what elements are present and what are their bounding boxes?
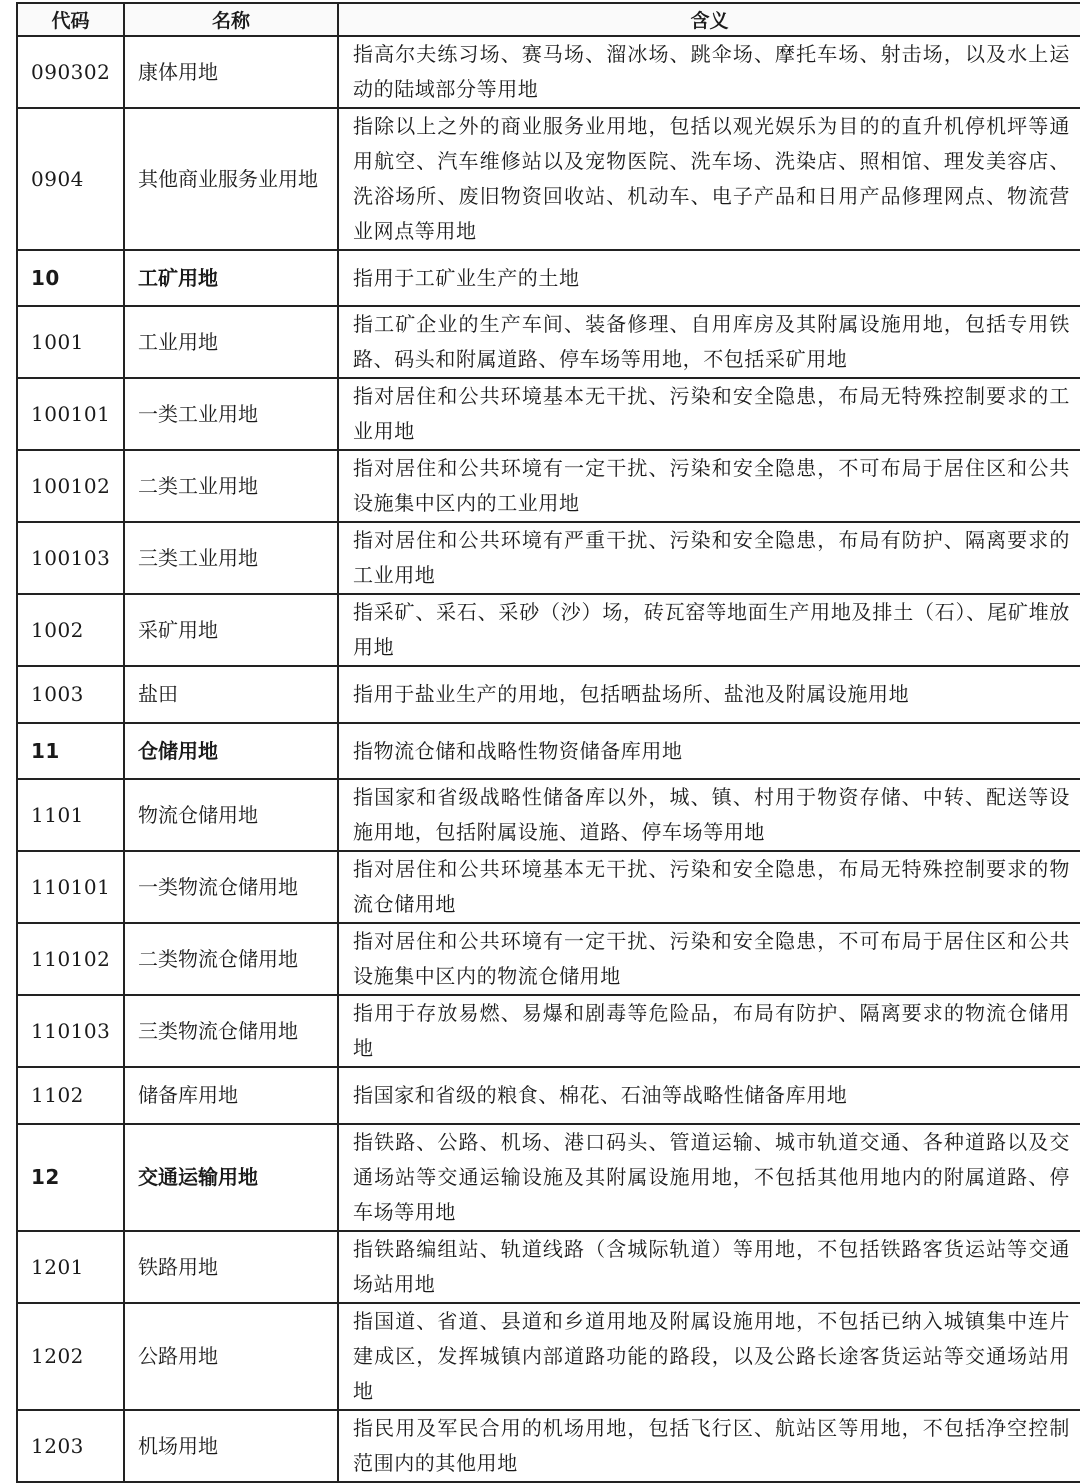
row-name: 其他商业服务业用地 bbox=[124, 108, 338, 250]
row-name: 公路用地 bbox=[124, 1303, 338, 1410]
row-name: 二类工业用地 bbox=[124, 450, 338, 522]
row-code: 10 bbox=[17, 250, 124, 306]
table-row-category bbox=[17, 723, 1080, 779]
land-use-classification-table bbox=[16, 2, 1080, 1483]
table-row-category bbox=[17, 250, 1080, 306]
row-code: 090302 bbox=[17, 36, 124, 108]
row-meaning: 指国家和省级的粮食、棉花、石油等战略性储备库用地 bbox=[338, 1067, 1080, 1124]
row-meaning: 指铁路编组站、轨道线路（含城际轨道）等用地，不包括铁路客货运站等交通场站用地 bbox=[338, 1231, 1080, 1303]
row-meaning: 指采矿、采石、采砂（沙）场，砖瓦窑等地面生产用地及排土（石）、尾矿堆放用地 bbox=[338, 594, 1080, 666]
row-meaning: 指对居住和公共环境有严重干扰、污染和安全隐患，布局有防护、隔离要求的工业用地 bbox=[338, 522, 1080, 594]
table-row bbox=[17, 1410, 1080, 1482]
table-row bbox=[17, 450, 1080, 522]
table-row bbox=[17, 594, 1080, 666]
row-name: 物流仓储用地 bbox=[124, 779, 338, 851]
table-row bbox=[17, 923, 1080, 995]
row-meaning: 指民用及军民合用的机场用地，包括飞行区、航站区等用地，不包括净空控制范围内的其他用地 bbox=[338, 1410, 1080, 1482]
table-row bbox=[17, 1231, 1080, 1303]
row-meaning: 指高尔夫练习场、赛马场、溜冰场、跳伞场、摩托车场、射击场，以及水上运动的陆域部分等用地 bbox=[338, 36, 1080, 108]
row-meaning: 指除以上之外的商业服务业用地，包括以观光娱乐为目的的直升机停机坪等通用航空、汽车维修站以及宠物医院、洗车场、洗染店、照相馆、理发美容店、洗浴场所、废旧物资回收站、机动车、电子产品和日用产品修理网点、物流营业网点等用地 bbox=[338, 108, 1080, 250]
row-name: 康体用地 bbox=[124, 36, 338, 108]
row-code: 1002 bbox=[17, 594, 124, 666]
row-meaning: 指对居住和公共环境有一定干扰、污染和安全隐患，不可布局于居住区和公共设施集中区内的工业用地 bbox=[338, 450, 1080, 522]
table-row bbox=[17, 1303, 1080, 1410]
table-row bbox=[17, 306, 1080, 378]
row-code: 1003 bbox=[17, 666, 124, 723]
row-code: 100103 bbox=[17, 522, 124, 594]
row-meaning: 指对居住和公共环境基本无干扰、污染和安全隐患，布局无特殊控制要求的工业用地 bbox=[338, 378, 1080, 450]
row-meaning: 指对居住和公共环境有一定干扰、污染和安全隐患，不可布局于居住区和公共设施集中区内的物流仓储用地 bbox=[338, 923, 1080, 995]
table-row bbox=[17, 108, 1080, 250]
row-meaning: 指用于工矿业生产的土地 bbox=[338, 250, 1080, 306]
row-name: 机场用地 bbox=[124, 1410, 338, 1482]
header-code: 代码 bbox=[17, 3, 124, 36]
row-meaning: 指对居住和公共环境基本无干扰、污染和安全隐患，布局无特殊控制要求的物流仓储用地 bbox=[338, 851, 1080, 923]
table-header-row bbox=[17, 3, 1080, 36]
row-code: 11 bbox=[17, 723, 124, 779]
table-row-category bbox=[17, 1124, 1080, 1231]
row-name: 工矿用地 bbox=[124, 250, 338, 306]
row-name: 储备库用地 bbox=[124, 1067, 338, 1124]
table-row bbox=[17, 36, 1080, 108]
row-meaning: 指国家和省级战略性储备库以外，城、镇、村用于物资存储、中转、配送等设施用地，包括附属设施、道路、停车场等用地 bbox=[338, 779, 1080, 851]
row-name: 一类工业用地 bbox=[124, 378, 338, 450]
row-code: 1201 bbox=[17, 1231, 124, 1303]
table-row bbox=[17, 995, 1080, 1067]
row-name: 仓储用地 bbox=[124, 723, 338, 779]
table-row bbox=[17, 851, 1080, 923]
header-meaning: 含义 bbox=[338, 3, 1080, 36]
row-name: 采矿用地 bbox=[124, 594, 338, 666]
row-meaning: 指国道、省道、县道和乡道用地及附属设施用地，不包括已纳入城镇集中连片建成区，发挥城镇内部道路功能的路段，以及公路长途客货运站等交通场站用地 bbox=[338, 1303, 1080, 1410]
header-name: 名称 bbox=[124, 3, 338, 36]
row-code: 0904 bbox=[17, 108, 124, 250]
row-code: 110103 bbox=[17, 995, 124, 1067]
row-name: 铁路用地 bbox=[124, 1231, 338, 1303]
row-name: 三类物流仓储用地 bbox=[124, 995, 338, 1067]
row-code: 1202 bbox=[17, 1303, 124, 1410]
row-code: 1102 bbox=[17, 1067, 124, 1124]
land-use-table-container bbox=[16, 2, 1080, 1483]
table-row bbox=[17, 378, 1080, 450]
row-name: 三类工业用地 bbox=[124, 522, 338, 594]
table-row bbox=[17, 666, 1080, 723]
row-code: 110102 bbox=[17, 923, 124, 995]
row-meaning: 指物流仓储和战略性物资储备库用地 bbox=[338, 723, 1080, 779]
row-meaning: 指用于盐业生产的用地，包括晒盐场所、盐池及附属设施用地 bbox=[338, 666, 1080, 723]
row-code: 100101 bbox=[17, 378, 124, 450]
row-meaning: 指工矿企业的生产车间、装备修理、自用库房及其附属设施用地，包括专用铁路、码头和附属道路、停车场等用地，不包括采矿用地 bbox=[338, 306, 1080, 378]
table-row bbox=[17, 1067, 1080, 1124]
table-row bbox=[17, 779, 1080, 851]
row-name: 盐田 bbox=[124, 666, 338, 723]
row-name: 工业用地 bbox=[124, 306, 338, 378]
row-meaning: 指用于存放易燃、易爆和剧毒等危险品，布局有防护、隔离要求的物流仓储用地 bbox=[338, 995, 1080, 1067]
row-code: 1203 bbox=[17, 1410, 124, 1482]
row-meaning: 指铁路、公路、机场、港口码头、管道运输、城市轨道交通、各种道路以及交通场站等交通运输设施及其附属设施用地，不包括其他用地内的附属道路、停车场等用地 bbox=[338, 1124, 1080, 1231]
row-name: 交通运输用地 bbox=[124, 1124, 338, 1231]
row-code: 100102 bbox=[17, 450, 124, 522]
row-code: 110101 bbox=[17, 851, 124, 923]
row-name: 一类物流仓储用地 bbox=[124, 851, 338, 923]
row-code: 12 bbox=[17, 1124, 124, 1231]
table-row bbox=[17, 522, 1080, 594]
row-code: 1101 bbox=[17, 779, 124, 851]
row-name: 二类物流仓储用地 bbox=[124, 923, 338, 995]
row-code: 1001 bbox=[17, 306, 124, 378]
